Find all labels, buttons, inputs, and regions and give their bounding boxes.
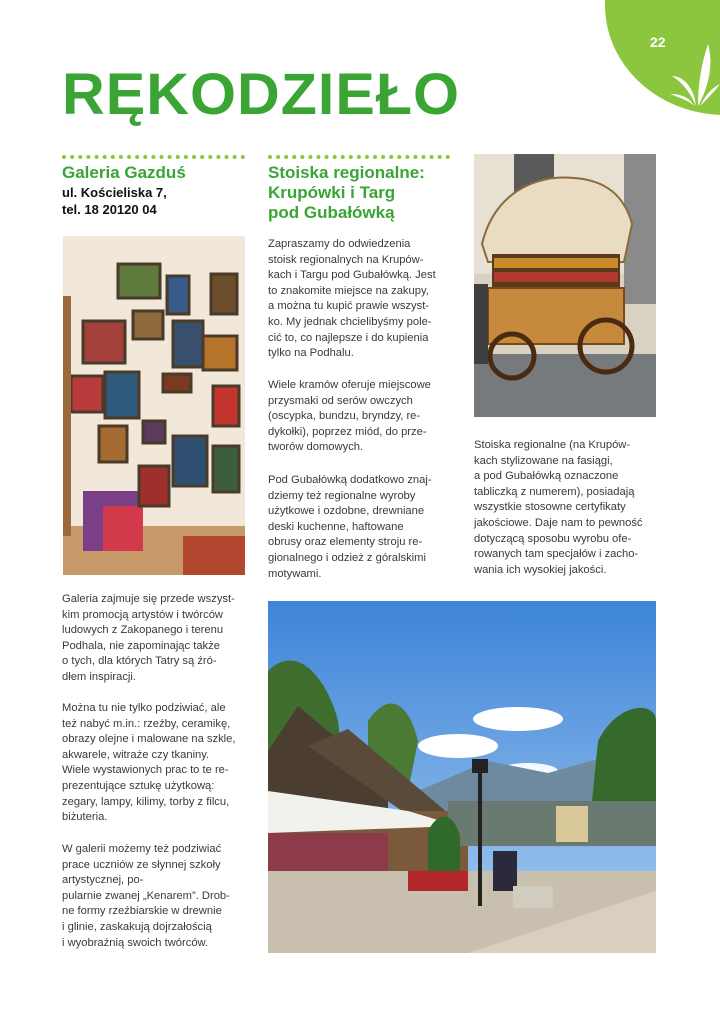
gallery-paragraph-3: W galerii możemy też podziwiać prace uczniów ze słynnej szkoły artystycznej, po- pularnie zwanej „Kenarem”. Drob- ne formy rzeźbiarskie w drewnie i glinie, zaskakują dojrzałością i wyobraźnią swoich twórców. bbox=[62, 843, 230, 949]
page-number: 22 bbox=[650, 34, 666, 50]
heading-divider bbox=[268, 155, 450, 159]
stalls-heading-line-1: Stoiska regionalne: bbox=[268, 163, 425, 182]
leaf-icon bbox=[668, 40, 720, 108]
gallery-address: ul. Kościeliska 7, bbox=[62, 185, 167, 200]
stalls-paragraph-2: Wiele kramów oferuje miejscowe przysmaki od serów owczych (oscypka, bundzu, bryndzy, re- dykołki), poprzez miód, do prze- tworów domowych. bbox=[268, 379, 431, 454]
market-street-photo bbox=[268, 601, 656, 953]
stalls-paragraph-3: Pod Gubałówką dodatkowo znaj- dziemy też regionalne wyroby użytkowe i ozdobne, drewniane deski kuchenne, haftowane obrusy oraz elementy stroju re- gionalnego i odzież z góralskimi motywami. bbox=[268, 474, 432, 580]
stalls-paragraph-1: Zapraszamy do odwiedzenia stoisk regionalnych na Krupów- kach i Targu pod Gubałówką. Jest to znakomite miejsce na zakupy, a można tu kupić prawie wszyst- ko. My jednak chcielibyśmy pole- cić to, co najlepsze i do kupienia tylko na Podhalu. bbox=[268, 238, 436, 360]
gallery-interior-photo bbox=[63, 236, 245, 575]
cart-stall-photo bbox=[474, 154, 656, 417]
stalls-certificates-paragraph: Stoiska regionalne (na Krupów- kach stylizowane na fasiągi, a pod Gubałówką oznaczone tabliczką z numerem), posiadają wszystkie stosowne certyfikaty jakościowe. Daje nam to pewność dotyczącą sposobu wyrobu ofe- rowanych tam specjałów i zacho- wania ich wysokiej jakości. bbox=[474, 439, 643, 576]
gallery-paragraph-1: Galeria zajmuje się przede wszyst- kim promocją artystów i twórców ludowych z Zakopanego i terenu Podhala, nie zapominając także o tych, dla których Tatry są źró- dłem inspiracji. bbox=[62, 593, 235, 683]
gallery-heading: Galeria Gazduś bbox=[62, 163, 186, 182]
stalls-heading-line-3: pod Gubałówką bbox=[268, 203, 395, 222]
stalls-heading-line-2: Krupówki i Targ bbox=[268, 183, 396, 202]
gallery-phone: tel. 18 20120 04 bbox=[62, 202, 157, 217]
gallery-paragraph-2: Można tu nie tylko podziwiać, ale też nabyć m.in.: rzeźby, ceramikę, obrazy olejne i malowane na szkle, akwarele, witraże czy tkaniny. Wiele wystawionych prac to te re- prezentujące sztukę użytkową: zegary, lampy, kilimy, torby z filcu, biżuteria. bbox=[62, 702, 236, 824]
heading-divider bbox=[62, 155, 245, 159]
page-title: RĘKODZIEŁO bbox=[62, 62, 461, 127]
